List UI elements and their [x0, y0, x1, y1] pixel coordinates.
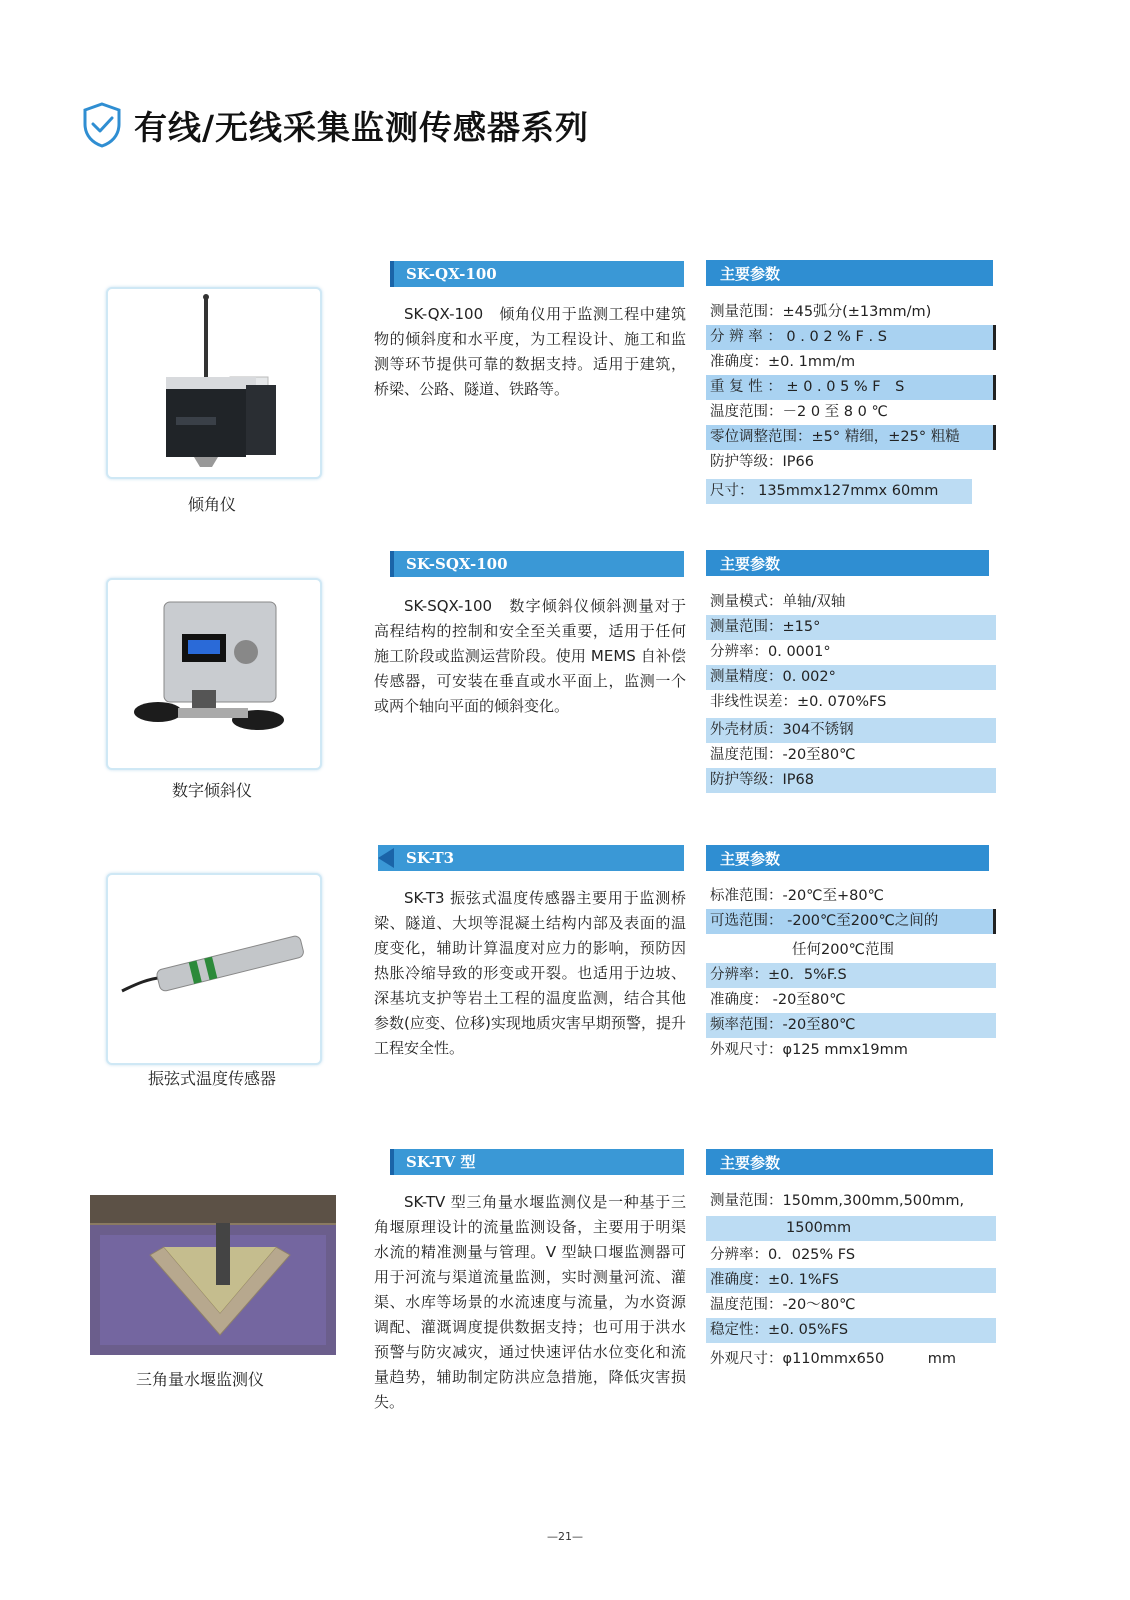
param-row: 外壳材质：304不锈钢 — [706, 718, 996, 743]
product-caption: 倾角仪 — [187, 495, 236, 514]
param-row: 重 复 性 ： ± 0 . 0 5 % F S — [706, 375, 996, 400]
product-photo — [106, 873, 322, 1065]
param-row: 温度范围：-20至80℃ — [710, 747, 856, 763]
product-description: SK-SQX-100 数字倾斜仪倾斜测量对于高程结构的控制和安全至关重要，适用于任何施工阶段或监测运营阶段。使用 MEMS 自补偿传感器，可安装在垂直或水平面上，监测一个或两个轴向平面的倾斜变化。 — [374, 597, 686, 715]
model-header: SK-TV 型 — [390, 1149, 684, 1175]
model-header: SK-SQX-100 — [390, 551, 684, 577]
param-row: 测量范围：150mm,300mm,500mm, — [710, 1193, 965, 1209]
param-row: 分辨率：0. 0001° — [710, 644, 831, 660]
param-row: 测量范围：±15° — [706, 615, 996, 640]
param-row: 测量范围：±45弧分(±13mm/m) — [710, 304, 932, 320]
arrow-left-icon — [378, 848, 394, 868]
params-list — [706, 300, 996, 504]
param-row: 测量精度：0. 002° — [706, 665, 996, 690]
param-row: 分辨率：0．025% FS — [710, 1247, 856, 1263]
param-row: 尺寸： 135mmx127mmx 60mm — [706, 479, 972, 504]
param-row: 准确度：±0. 1mm/m — [710, 354, 856, 370]
product-caption: 数字倾斜仪 — [171, 781, 252, 800]
params-list — [706, 590, 996, 793]
product-photo — [90, 1195, 336, 1355]
params-list — [706, 884, 996, 1063]
param-row: 稳定性：±0. 05%FS — [706, 1318, 996, 1343]
param-row: 准确度： -20至80℃ — [710, 992, 846, 1008]
page-title-row — [82, 100, 589, 150]
param-row: 外观尺寸：φ125 mmx19mm — [710, 1042, 908, 1058]
param-row: 防护等级：IP68 — [706, 768, 996, 793]
model-header — [378, 845, 684, 871]
product-description: SK-TV 型三角量水堰监测仪是一种基于三角堰原理设计的流量监测设备，主要用于明渠水流的精准测量与管理。V 型缺口堰监测器可用于河流与渠道流量监测，实时测量河流、灌渠、水库等场景的水流速度与流量，为水资源调配、灌溉调度提供数据支持；也可用于洪水预警与防灾减灾，通过快速评估水位变化和流量趋势，辅助制定防洪应急措施，降低灾害损失。 — [374, 1193, 686, 1411]
shield-icon — [82, 102, 122, 148]
param-row: 分 辨 率 ： 0 . 0 2 % F . S — [706, 325, 996, 350]
param-row: 分辨率：±0．5%F.S — [706, 963, 996, 988]
page-number: —21— — [547, 1530, 583, 1543]
param-row: 温度范围：－2 0 至 8 0 ℃ — [710, 404, 888, 420]
param-row: 频率范围：-20至80℃ — [706, 1013, 996, 1038]
product-caption: 三角量水堰监测仪 — [135, 1370, 264, 1389]
tiltmeter-image — [108, 289, 320, 477]
product-caption: 振弦式温度传感器 — [147, 1069, 276, 1088]
page-title: 有线/无线采集监测传感器系列 — [134, 107, 590, 147]
params-header: 主要参数 — [706, 550, 989, 576]
product-photo — [106, 578, 322, 770]
param-row: 温度范围：-20～80℃ — [710, 1297, 856, 1313]
product-photo — [106, 287, 322, 479]
params-header: 主要参数 — [706, 260, 993, 286]
param-row: 准确度：±0. 1%FS — [706, 1268, 996, 1293]
product-description: SK-QX-100 倾角仪用于监测工程中建筑物的倾斜度和水平度，为工程设计、施工和监测等环节提供可靠的数据支持。适用于建筑，桥梁、公路、隧道、铁路等。 — [374, 305, 686, 398]
model-header: SK-QX-100 — [390, 261, 684, 287]
weir-image — [90, 1195, 336, 1355]
param-row: 防护等级：IP66 — [710, 454, 814, 470]
temperature-sensor-image — [108, 875, 320, 1063]
param-row: 零位调整范围：±5° 精细，±25° 粗糙 — [706, 425, 996, 450]
product-description: SK-T3 振弦式温度传感器主要用于监测桥梁、隧道、大坝等混凝土结构内部及表面的温度变化，辅助计算温度对应力的影响，预防因热胀冷缩导致的形变或开裂。也适用于边坡、深基坑支护等岩土工程的温度监测，结合其他参数(应变、位移)实现地质灾害早期预警，提升工程安全性。 — [374, 889, 686, 1057]
params-header: 主要参数 — [706, 1149, 993, 1175]
param-row: 任何200℃范围 — [792, 942, 894, 958]
param-row: 非线性误差：±0. 070%FS — [710, 694, 887, 710]
param-row: 测量模式：单轴/双轴 — [710, 594, 846, 610]
params-list — [706, 1189, 996, 1372]
param-row: 可选范围： -200℃至200℃之间的 — [706, 909, 996, 934]
param-row: 标准范围：-20℃至+80℃ — [710, 888, 884, 904]
param-row: 1500mm — [706, 1216, 996, 1241]
param-row: 外观尺寸：φ110mmx650 mm — [710, 1351, 956, 1367]
params-header: 主要参数 — [706, 845, 989, 871]
model-label: SK-T3 — [406, 849, 455, 867]
inclinometer-image — [108, 580, 320, 768]
